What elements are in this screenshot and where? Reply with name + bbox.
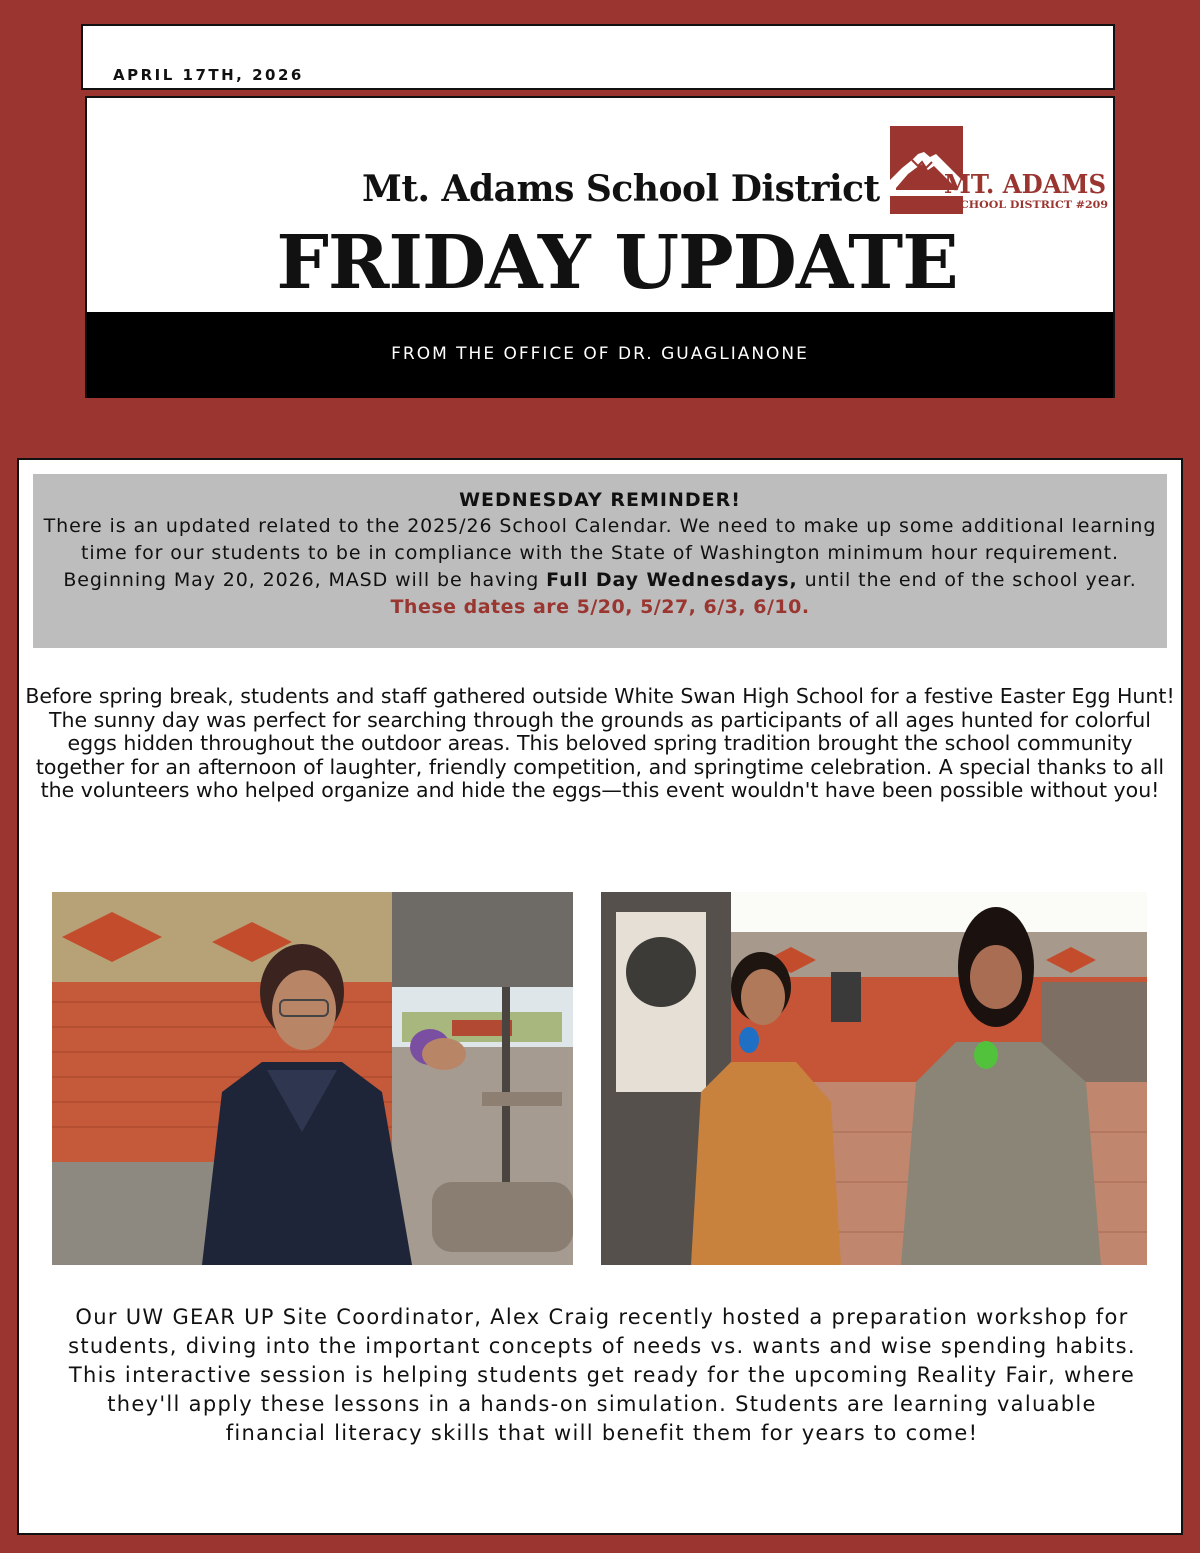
easter-photo-two-students-right [601,892,1147,1265]
logo-subtitle: SCHOOL DISTRICT #209 [952,199,1108,211]
reminder-body [33,513,1167,594]
reminder-body-end: until the end of the school year. [797,569,1137,591]
content-panel [17,458,1183,1535]
district-title: Mt. Adams School District [362,168,880,210]
wednesday-reminder-box [33,474,1167,648]
reminder-body-bold: Full Day Wednesdays, [546,569,798,591]
headline: FRIDAY UPDATE [276,220,958,306]
reminder-title: WEDNESDAY REMINDER! [459,489,741,511]
date-bar [81,24,1115,90]
office-line: FROM THE OFFICE OF DR. GUAGLIANONE [391,344,809,364]
office-bar [87,312,1113,398]
reminder-body-text: There is an updated related to the 2025/26 School Calendar. We need to make up some additional learning time for our students to be in compliance with the State of Washington minimum hour requirement. Beginning May 20, 2026, MASD will be having [43,515,1157,591]
newsletter-date: APRIL 17TH, 2026 [113,66,304,84]
easter-photo-student-left [52,892,573,1265]
masthead [85,96,1115,398]
reminder-dates: These dates are 5/20, 5/27, 6/3, 6/10. [390,596,810,618]
district-logo [888,124,1110,218]
logo-name: MT. ADAMS [944,170,1106,200]
easter-egg-hunt-paragraph: Before spring break, students and staff gathered outside White Swan High School for a festive Easter Egg Hunt! The sunny day was perfect for searching through the grounds as participants of all ages hunted for colorful eggs hidden throughout the outdoor areas. This beloved spring tradition brought the school community together for an afternoon of laughter, friendly competition, and springtime celebration. A special thanks to all the volunteers who helped organize and hide the eggs—this event wouldn't have been possible without you! [25,684,1175,802]
gear-up-paragraph: Our UW GEAR UP Site Coordinator, Alex Craig recently hosted a preparation workshop for students, diving into the important concepts of needs vs. wants and wise spending habits. This interactive session is helping students get ready for the upcoming Reality Fair, where they'll apply these lessons in a hands-on simulation. Students are learning valuable financial literacy skills that will benefit them for years to come! [68,1305,1136,1445]
